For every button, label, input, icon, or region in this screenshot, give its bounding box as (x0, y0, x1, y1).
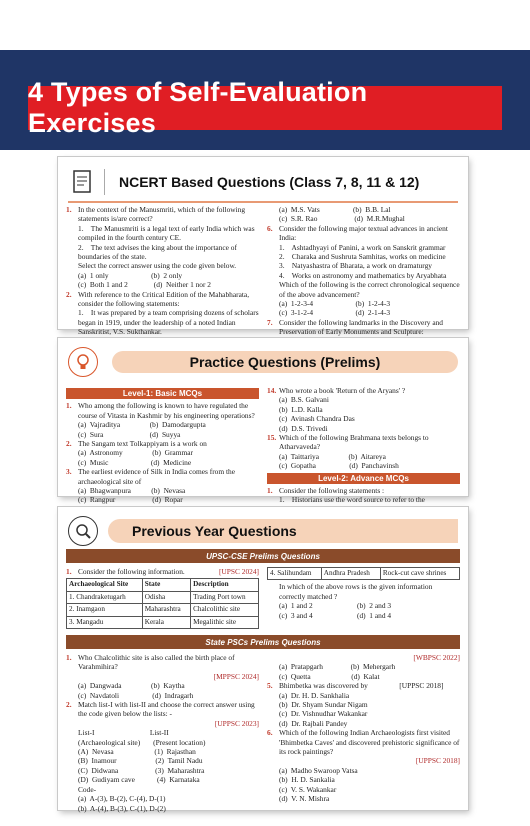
question-line: (c) 3 and 4 (d) 1 and 4 (279, 610, 392, 620)
question-text: (a) B.S. Galvani (279, 395, 329, 405)
ncert-header (68, 163, 458, 203)
question-text: 2. Charaka and Sushruta Samhitas, works on medicine (279, 252, 446, 262)
question-text: Select the correct answer using the code given below. (78, 261, 237, 271)
top-margin (0, 0, 530, 50)
question-text: Who among the following is known to have regulated the course of Vitasta in Kashmir by his engineering operations? (78, 401, 255, 420)
question-number (267, 775, 279, 784)
question-number: 15. (267, 433, 277, 443)
table-header-cell: State (142, 579, 190, 591)
question-line (66, 728, 259, 737)
question-line (66, 775, 259, 784)
question-number (267, 756, 279, 765)
question-number (267, 308, 279, 317)
question-text: Which of the following Brahmana texts belongs to Atharvaveda? (279, 433, 431, 452)
question-text: (c) V. S. Wakankar (279, 784, 337, 794)
question-line (267, 214, 460, 223)
question-text: Consider the following statements : (279, 486, 385, 496)
question-line (66, 420, 259, 429)
question-line (267, 252, 460, 261)
table-cell: Chalcolithic site (191, 604, 259, 616)
question-text: (c) S.R. Rao (d) M.R.Mughal (279, 214, 405, 224)
question-line (66, 738, 259, 747)
question-line (267, 653, 460, 662)
question-line (66, 430, 259, 439)
question-item (66, 467, 259, 486)
question-line (66, 785, 259, 794)
question-number (267, 672, 279, 681)
question-line: In which of the above rows is the given information correctly matched ? (279, 582, 435, 601)
question-line (66, 766, 259, 775)
level2-label: Level-2: Advance MCQs (267, 473, 460, 484)
question-number: 2. (66, 439, 72, 449)
question-text: (a) Madho Swaroop Vatsa (279, 765, 358, 775)
banner-title: 4 Types of Self-Evaluation Exercises (28, 77, 368, 138)
ncert-card (58, 157, 468, 337)
question-item (66, 700, 259, 719)
question-line (66, 243, 259, 262)
pyq-card (58, 507, 468, 813)
question-number (267, 709, 279, 718)
question-text: (a) Taittariya (b) Aitareya (279, 451, 386, 461)
question-number (66, 756, 78, 765)
document-icon (68, 167, 98, 197)
ncert-left-column (66, 205, 259, 346)
question-text: 2. The text advises the king about the importance of boundaries of the state. (78, 242, 239, 262)
question-number (267, 299, 279, 308)
question-text: Code- (78, 784, 97, 794)
pyq-heading: Previous Year Questions (132, 523, 297, 539)
question-line (267, 766, 460, 775)
magnifier-question-icon (68, 516, 98, 546)
question-item (267, 386, 460, 395)
ncert-columns (66, 205, 460, 346)
question-item (66, 653, 259, 672)
question-line (267, 785, 460, 794)
question-number (267, 243, 279, 252)
table-header-cell: Archaeological Site (67, 579, 143, 591)
question-number (66, 794, 78, 803)
table-row (268, 568, 460, 580)
question-item (267, 681, 460, 690)
upsc-band: UPSC-CSE Prelims Questions (66, 549, 460, 563)
question-line (267, 299, 460, 308)
table-cell: Odisha (142, 591, 190, 603)
question-number (267, 794, 279, 803)
question-line (267, 461, 460, 470)
question-line (66, 448, 259, 457)
table-cell: Trading Port town (191, 591, 259, 603)
question-text: (b) Dr. Shyam Sundar Nigam (279, 700, 368, 710)
table-cell: 1. Chandraketugarh (67, 591, 143, 603)
question-text: (a) Bhagwanpura (b) Nevasa (78, 486, 186, 496)
question-number (267, 653, 279, 662)
question-item (267, 318, 460, 337)
question-text: (d) Dr. Rajbali Pandey (279, 718, 348, 728)
question-line (267, 662, 460, 671)
question-text: (a) Pratapgarh (b) Mehergarh (279, 662, 396, 672)
question-text: (c) Rangpur (d) Ropar (78, 495, 183, 505)
question-number (66, 420, 78, 429)
question-text: (a) Astronomy (b) Grammar (78, 448, 193, 458)
question-line (66, 486, 259, 495)
question-number (267, 785, 279, 794)
question-line (66, 271, 259, 280)
question-number (66, 261, 78, 270)
question-line (267, 719, 460, 728)
question-number: 7. (267, 317, 273, 327)
question-number (267, 719, 279, 728)
question-line (66, 280, 259, 289)
question-line (267, 414, 460, 423)
upsc-q1: 1. Consider the following information. [UPSC 2024] (66, 567, 259, 576)
question-number (267, 662, 279, 671)
question-item (267, 224, 460, 243)
question-text: (c) Sura (d) Suyya (78, 429, 181, 439)
table-row (67, 591, 259, 603)
question-number (267, 405, 279, 414)
question-text: The earliest evidence of Silk in India comes from the archaeological site of (78, 467, 237, 486)
table-cell: Megalithic site (191, 616, 259, 628)
question-line (267, 495, 460, 504)
state-band: State PSCs Prelims Questions (66, 635, 460, 649)
question-text: (a) Dr. H. D. Sankhalia (279, 690, 350, 700)
question-text: Bhimbetka was discovered by [UPPSC 2018] (279, 681, 444, 691)
question-number (267, 691, 279, 700)
state-columns (66, 653, 460, 813)
level1-label: Level-1: Basic MCQs (66, 388, 259, 399)
question-number: 1. (267, 486, 273, 496)
practice-card (58, 338, 468, 505)
question-text: 1. The Manusmriti is a legal text of early India which was compiled in the fourth century CE. (78, 223, 257, 243)
question-line (267, 308, 460, 317)
practice-right-column (267, 386, 460, 505)
question-number (267, 461, 279, 470)
upsc-columns (66, 567, 460, 629)
question-number (267, 261, 279, 270)
question-number (267, 395, 279, 404)
question-text: 3. Natyashastra of Bharata, a work on dramaturgy (279, 261, 432, 271)
ncert-heading: NCERT Based Questions (Class 7, 8, 11 & 12) (119, 174, 420, 190)
question-number (66, 747, 78, 756)
question-number (66, 785, 78, 794)
question-text: 1. Ashtadhyayi of Panini, a work on Sanskrit grammar (279, 242, 446, 252)
question-line (66, 691, 259, 700)
practice-heading: Practice Questions (Prelims) (189, 354, 381, 370)
question-number (66, 672, 78, 681)
question-number (267, 424, 279, 433)
question-text: (b) H. D. Sankalia (279, 775, 335, 785)
question-number (66, 308, 78, 336)
table-cell: Rock-cut cave shrines (380, 568, 459, 580)
question-number (66, 775, 78, 784)
question-text: (c) Gopatha (d) Panchavinsh (279, 461, 399, 471)
question-line: (a) 1 and 2 (b) 2 and 3 (279, 601, 392, 611)
question-text: 1. It was prepared by a team comprising dozens of scholars began in 1919, under the leadership of a noted Indian Sanskritist, V.S. Sukthankar. (78, 308, 261, 337)
question-line (66, 794, 259, 803)
question-number (267, 766, 279, 775)
question-text: (A) Nevasa (1) Rajasthan (78, 747, 196, 757)
question-text: [WBPSC 2022] (413, 653, 460, 662)
question-text: Who wrote a book 'Return of the Aryans' ? (279, 386, 406, 395)
question-text: [UPPSC 2023] (214, 718, 259, 728)
question-line (267, 452, 460, 461)
question-line (66, 672, 259, 681)
question-number (66, 804, 78, 813)
pyq-header (68, 511, 458, 551)
question-text: Match list-I with list-II and choose the correct answer using the code given below the lists: - (78, 700, 257, 719)
question-text: (a) Vajraditya (b) Damodargupta (78, 420, 206, 430)
question-text: (a) Dangwada (b) Kaytha (78, 681, 185, 691)
question-line (267, 424, 460, 433)
question-number (66, 766, 78, 775)
question-number: 1. (66, 653, 72, 662)
question-text: [MPPSC 2024] (213, 671, 259, 681)
question-number (267, 280, 279, 299)
question-number: 2. (66, 700, 72, 710)
question-line (267, 205, 460, 214)
question-line (267, 700, 460, 709)
question-text: (a) M.S. Vats (b) B.B. Lal (279, 205, 391, 214)
question-line (267, 794, 460, 803)
question-item (66, 290, 259, 309)
question-item (267, 433, 460, 452)
question-item (66, 401, 259, 420)
site-table-continued (267, 567, 460, 580)
question-number (267, 452, 279, 461)
table-row (67, 604, 259, 616)
upsc-right-column (267, 567, 460, 629)
question-number (267, 271, 279, 280)
question-text: (a) 1 only (b) 2 only (78, 270, 183, 280)
question-line (267, 395, 460, 404)
question-number: 2. (66, 289, 72, 299)
question-number (66, 271, 78, 280)
question-line (267, 709, 460, 718)
question-line (267, 672, 460, 681)
question-line (66, 261, 259, 270)
question-number (66, 681, 78, 690)
state-right-column (267, 653, 460, 813)
question-line (66, 747, 259, 756)
question-text: (B) Inamour (2) Tamil Nadu (78, 756, 203, 766)
question-text: With reference to the Critical Edition of the Mahabharata, consider the following statements: (78, 289, 251, 309)
question-line (267, 775, 460, 784)
question-line (267, 261, 460, 270)
question-text: (D) Gudiyam cave (4) Karnataka (78, 775, 200, 785)
question-text: (C) Didwana (3) Maharashtra (78, 765, 205, 775)
question-line (267, 280, 460, 299)
question-number: 6. (267, 728, 273, 738)
question-number (66, 430, 78, 439)
question-text: Consider the following major textual advances in ancient India: (279, 223, 450, 243)
question-line (267, 243, 460, 252)
question-text: (c) Navdatoli (d) Indragarh (78, 690, 194, 700)
question-line (66, 804, 259, 813)
practice-left-column (66, 386, 259, 505)
table-header-cell: Description (191, 579, 259, 591)
question-number (267, 700, 279, 709)
question-text: [UPPSC 2018] (415, 756, 460, 766)
question-number (267, 205, 279, 214)
question-text: (c) Avinash Chandra Das (279, 414, 355, 424)
question-number (66, 691, 78, 700)
question-text: Which of the following is the correct chronological sequence of the above advancement? (279, 280, 462, 299)
question-line (66, 458, 259, 467)
ncert-right-column (267, 205, 460, 346)
upsc-left-column (66, 567, 259, 629)
question-line (66, 719, 259, 728)
question-line (267, 405, 460, 414)
question-line (267, 271, 460, 280)
question-item (66, 439, 259, 448)
practice-header (68, 342, 458, 382)
table-cell: 3. Mangadu (67, 616, 143, 628)
site-table (66, 578, 259, 629)
question-number (66, 458, 78, 467)
question-line (267, 756, 460, 765)
question-number (66, 719, 78, 728)
question-number (267, 252, 279, 261)
question-number: 6. (267, 223, 273, 233)
table-cell: Kerala (142, 616, 190, 628)
question-number (66, 448, 78, 457)
question-number (267, 214, 279, 223)
question-text: Consider the following landmarks in the Discovery and Preservation of Early Monuments and Sculpture: (279, 317, 445, 337)
question-number (66, 280, 78, 289)
question-text: 1. Historians use the word source to refer to the (279, 495, 425, 505)
question-number: 1. (66, 401, 72, 411)
question-text: In the context of the Manusmriti, which of the following statements is/are correct? (78, 205, 247, 224)
table-cell: Maharashtra (142, 604, 190, 616)
question-text: Who Chalcolithic site is also called the birth place of Varahmihira? (78, 653, 237, 672)
question-line (66, 495, 259, 504)
question-text: (c) Quetta (d) Kalat (279, 671, 380, 681)
question-text: (b) L.D. Kalla (279, 404, 323, 414)
question-text: 4. Works on astronomy and mathematics by Aryabhata (279, 270, 447, 280)
question-text: Which of the following Indian Archaeologists first visited 'Bhimbetka Caves' and discovered prehistoric significance of its rock paintings? (279, 728, 462, 757)
question-number (267, 495, 279, 504)
question-item (267, 728, 460, 756)
question-item (66, 205, 259, 224)
question-text: (c) Music (d) Medicine (78, 457, 192, 467)
lightbulb-icon (68, 347, 98, 377)
question-text: (d) V. N. Mishra (279, 794, 330, 804)
banner-title-bar (28, 77, 502, 138)
table-cell: 4. Salihundam (268, 568, 322, 580)
question-text: (c) Both 1 and 2 (d) Neither 1 nor 2 (78, 280, 212, 290)
question-number: 1. (66, 205, 72, 214)
question-text: (c) Dr. Vishnudhar Wakankar (279, 709, 368, 719)
table-row (67, 616, 259, 628)
question-text: (b) A-(4), B-(3), C-(1), D-(2) (78, 803, 166, 813)
question-text: List-I List-II (78, 728, 169, 738)
question-text: (c) 3-1-2-4 (d) 2-1-4-3 (279, 308, 391, 318)
question-line (66, 224, 259, 243)
table-cell: 2. Inamgaon (67, 604, 143, 616)
question-text: (a) A-(3), B-(2), C-(4), D-(1) (78, 794, 166, 804)
question-item (267, 486, 460, 495)
state-left-column (66, 653, 259, 813)
question-line (66, 308, 259, 336)
question-number: 3. (66, 467, 72, 477)
question-number: 5. (267, 681, 273, 691)
question-text: (d) D.S. Trivedi (279, 423, 328, 433)
question-text: The Sangam text Tolkappiyam is a work on (78, 439, 207, 449)
question-number (66, 486, 78, 495)
question-number: 14. (267, 386, 277, 395)
question-text: (a) 1-2-3-4 (b) 1-2-4-3 (279, 299, 391, 309)
table-cell: Andhra Pradesh (321, 568, 380, 580)
question-line (66, 681, 259, 690)
question-text: (Archaeological site) (Present location) (78, 737, 206, 747)
question-line (267, 691, 460, 700)
question-number (66, 495, 78, 504)
question-number (66, 738, 78, 747)
question-number (66, 243, 78, 262)
question-number (267, 414, 279, 423)
question-line (66, 756, 259, 765)
question-number (66, 224, 78, 243)
question-number (66, 728, 78, 737)
practice-columns (66, 386, 460, 505)
